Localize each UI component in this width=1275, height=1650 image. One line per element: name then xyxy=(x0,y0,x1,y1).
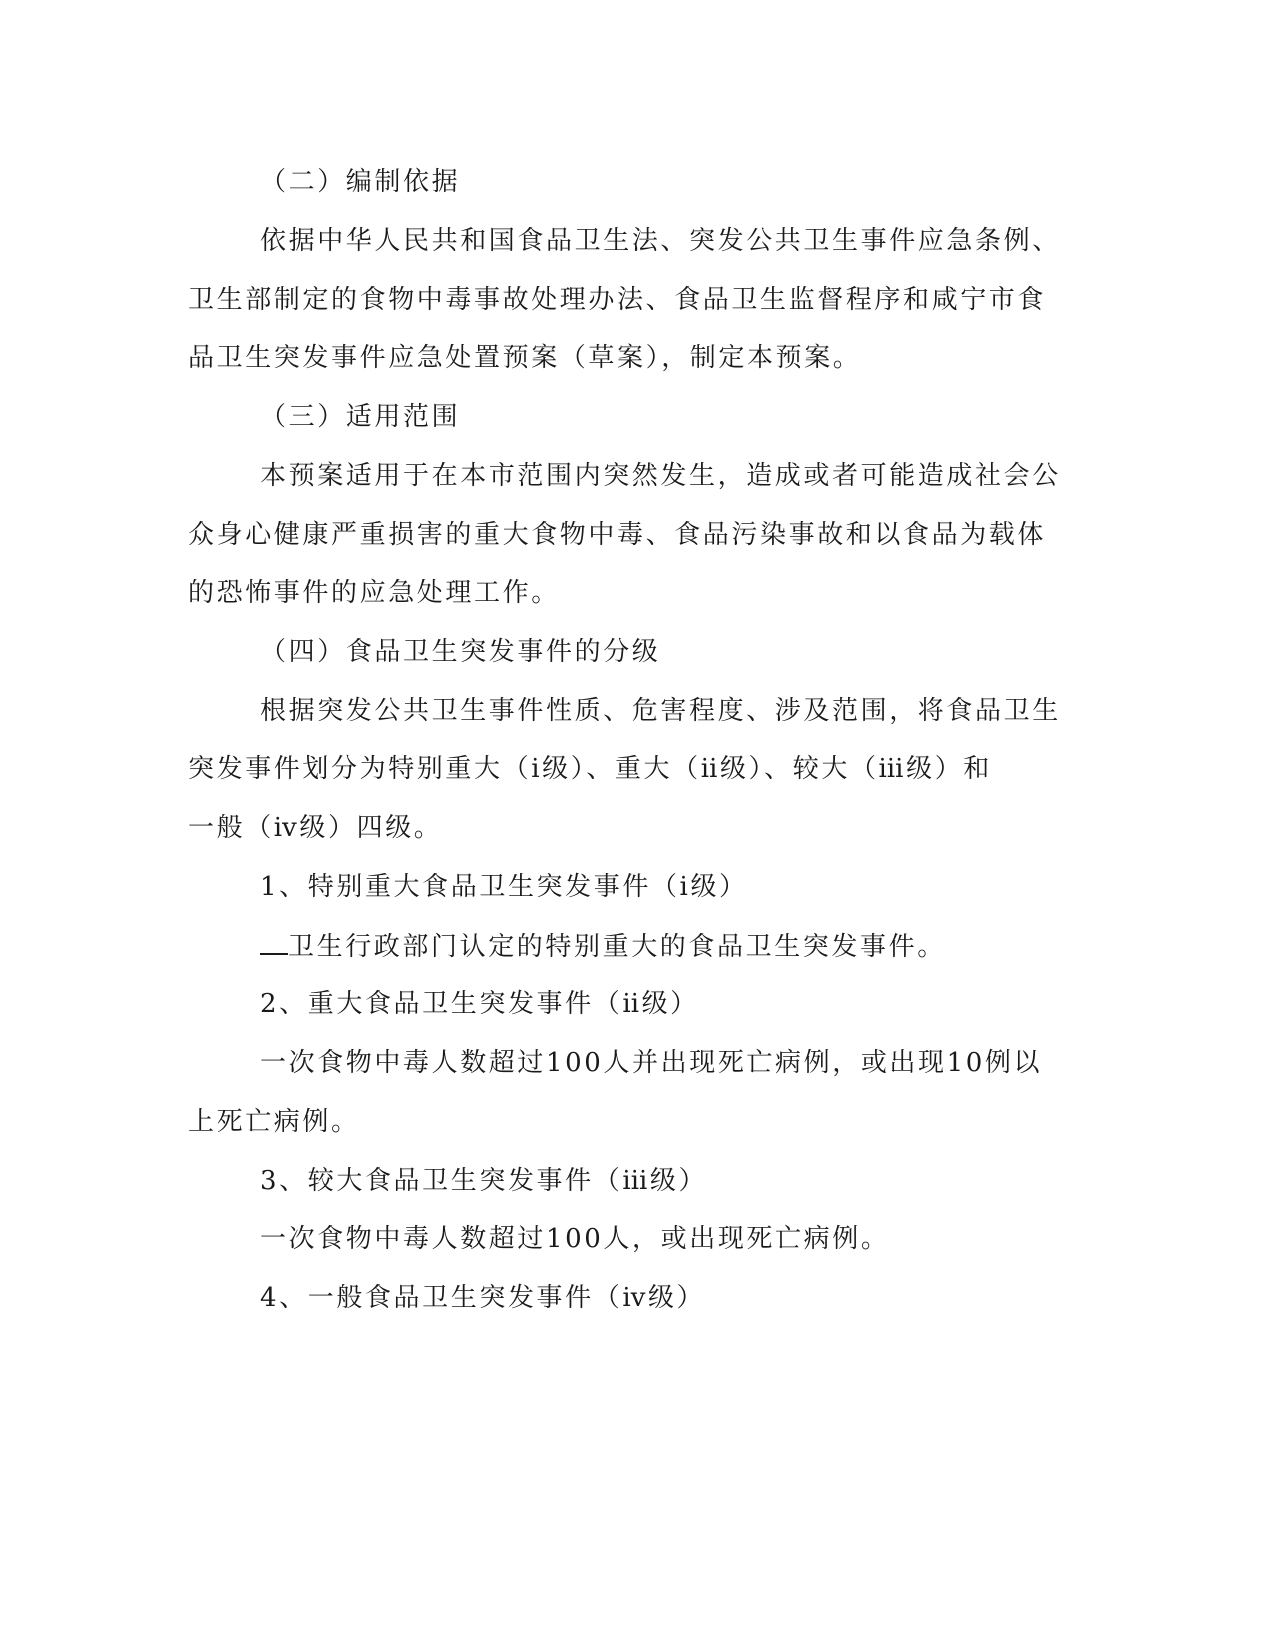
paragraph-line: 本预案适用于在本市范围内突然发生，造成或者可能造成社会公 xyxy=(260,461,1061,491)
paragraph-line: 一次食物中毒人数超过100人，或出现死亡病例。 xyxy=(260,1224,890,1254)
blank-underline xyxy=(260,929,288,955)
paragraph-line xyxy=(260,929,1160,964)
paragraph-line: 突发事件划分为特别重大（ⅰ级）、重大（ⅱ级）、较大（ⅲ级）和 xyxy=(188,754,992,784)
subheading-level-1: 1、特别重大食品卫生突发事件（ⅰ级） xyxy=(260,872,748,902)
section-heading-scope: （三）适用范围 xyxy=(260,402,461,432)
paragraph-text: 卫生行政部门认定的特别重大的食品卫生突发事件。 xyxy=(288,932,946,962)
subheading-level-4: 4、一般食品卫生突发事件（ⅳ级） xyxy=(260,1283,706,1313)
paragraph-line: 的恐怖事件的应急处理工作。 xyxy=(188,578,560,608)
paragraph-line: 根据突发公共卫生事件性质、危害程度、涉及范围，将食品卫生 xyxy=(260,696,1061,726)
section-heading-basis: （二）编制依据 xyxy=(260,167,461,197)
paragraph-line: 卫生部制定的食物中毒事故处理办法、食品卫生监督程序和咸宁市食 xyxy=(188,285,1047,315)
paragraph-line: 依据中华人民共和国食品卫生法、突发公共卫生事件应急条例、 xyxy=(260,226,1061,256)
subheading-level-2: 2、重大食品卫生突发事件（ⅱ级） xyxy=(260,989,699,1019)
section-heading-grading: （四）食品卫生突发事件的分级 xyxy=(260,637,661,667)
paragraph-line: 一般（ⅳ级）四级。 xyxy=(188,813,443,843)
paragraph-line: 上死亡病例。 xyxy=(188,1107,360,1137)
paragraph-line: 众身心健康严重损害的重大食物中毒、食品污染事故和以食品为载体 xyxy=(188,520,1047,550)
subheading-level-3: 3、较大食品卫生突发事件（ⅲ级） xyxy=(260,1166,708,1196)
paragraph-line: 一次食物中毒人数超过100人并出现死亡病例，或出现10例以 xyxy=(260,1048,1043,1078)
paragraph-line: 品卫生突发事件应急处置预案（草案），制定本预案。 xyxy=(188,343,862,373)
